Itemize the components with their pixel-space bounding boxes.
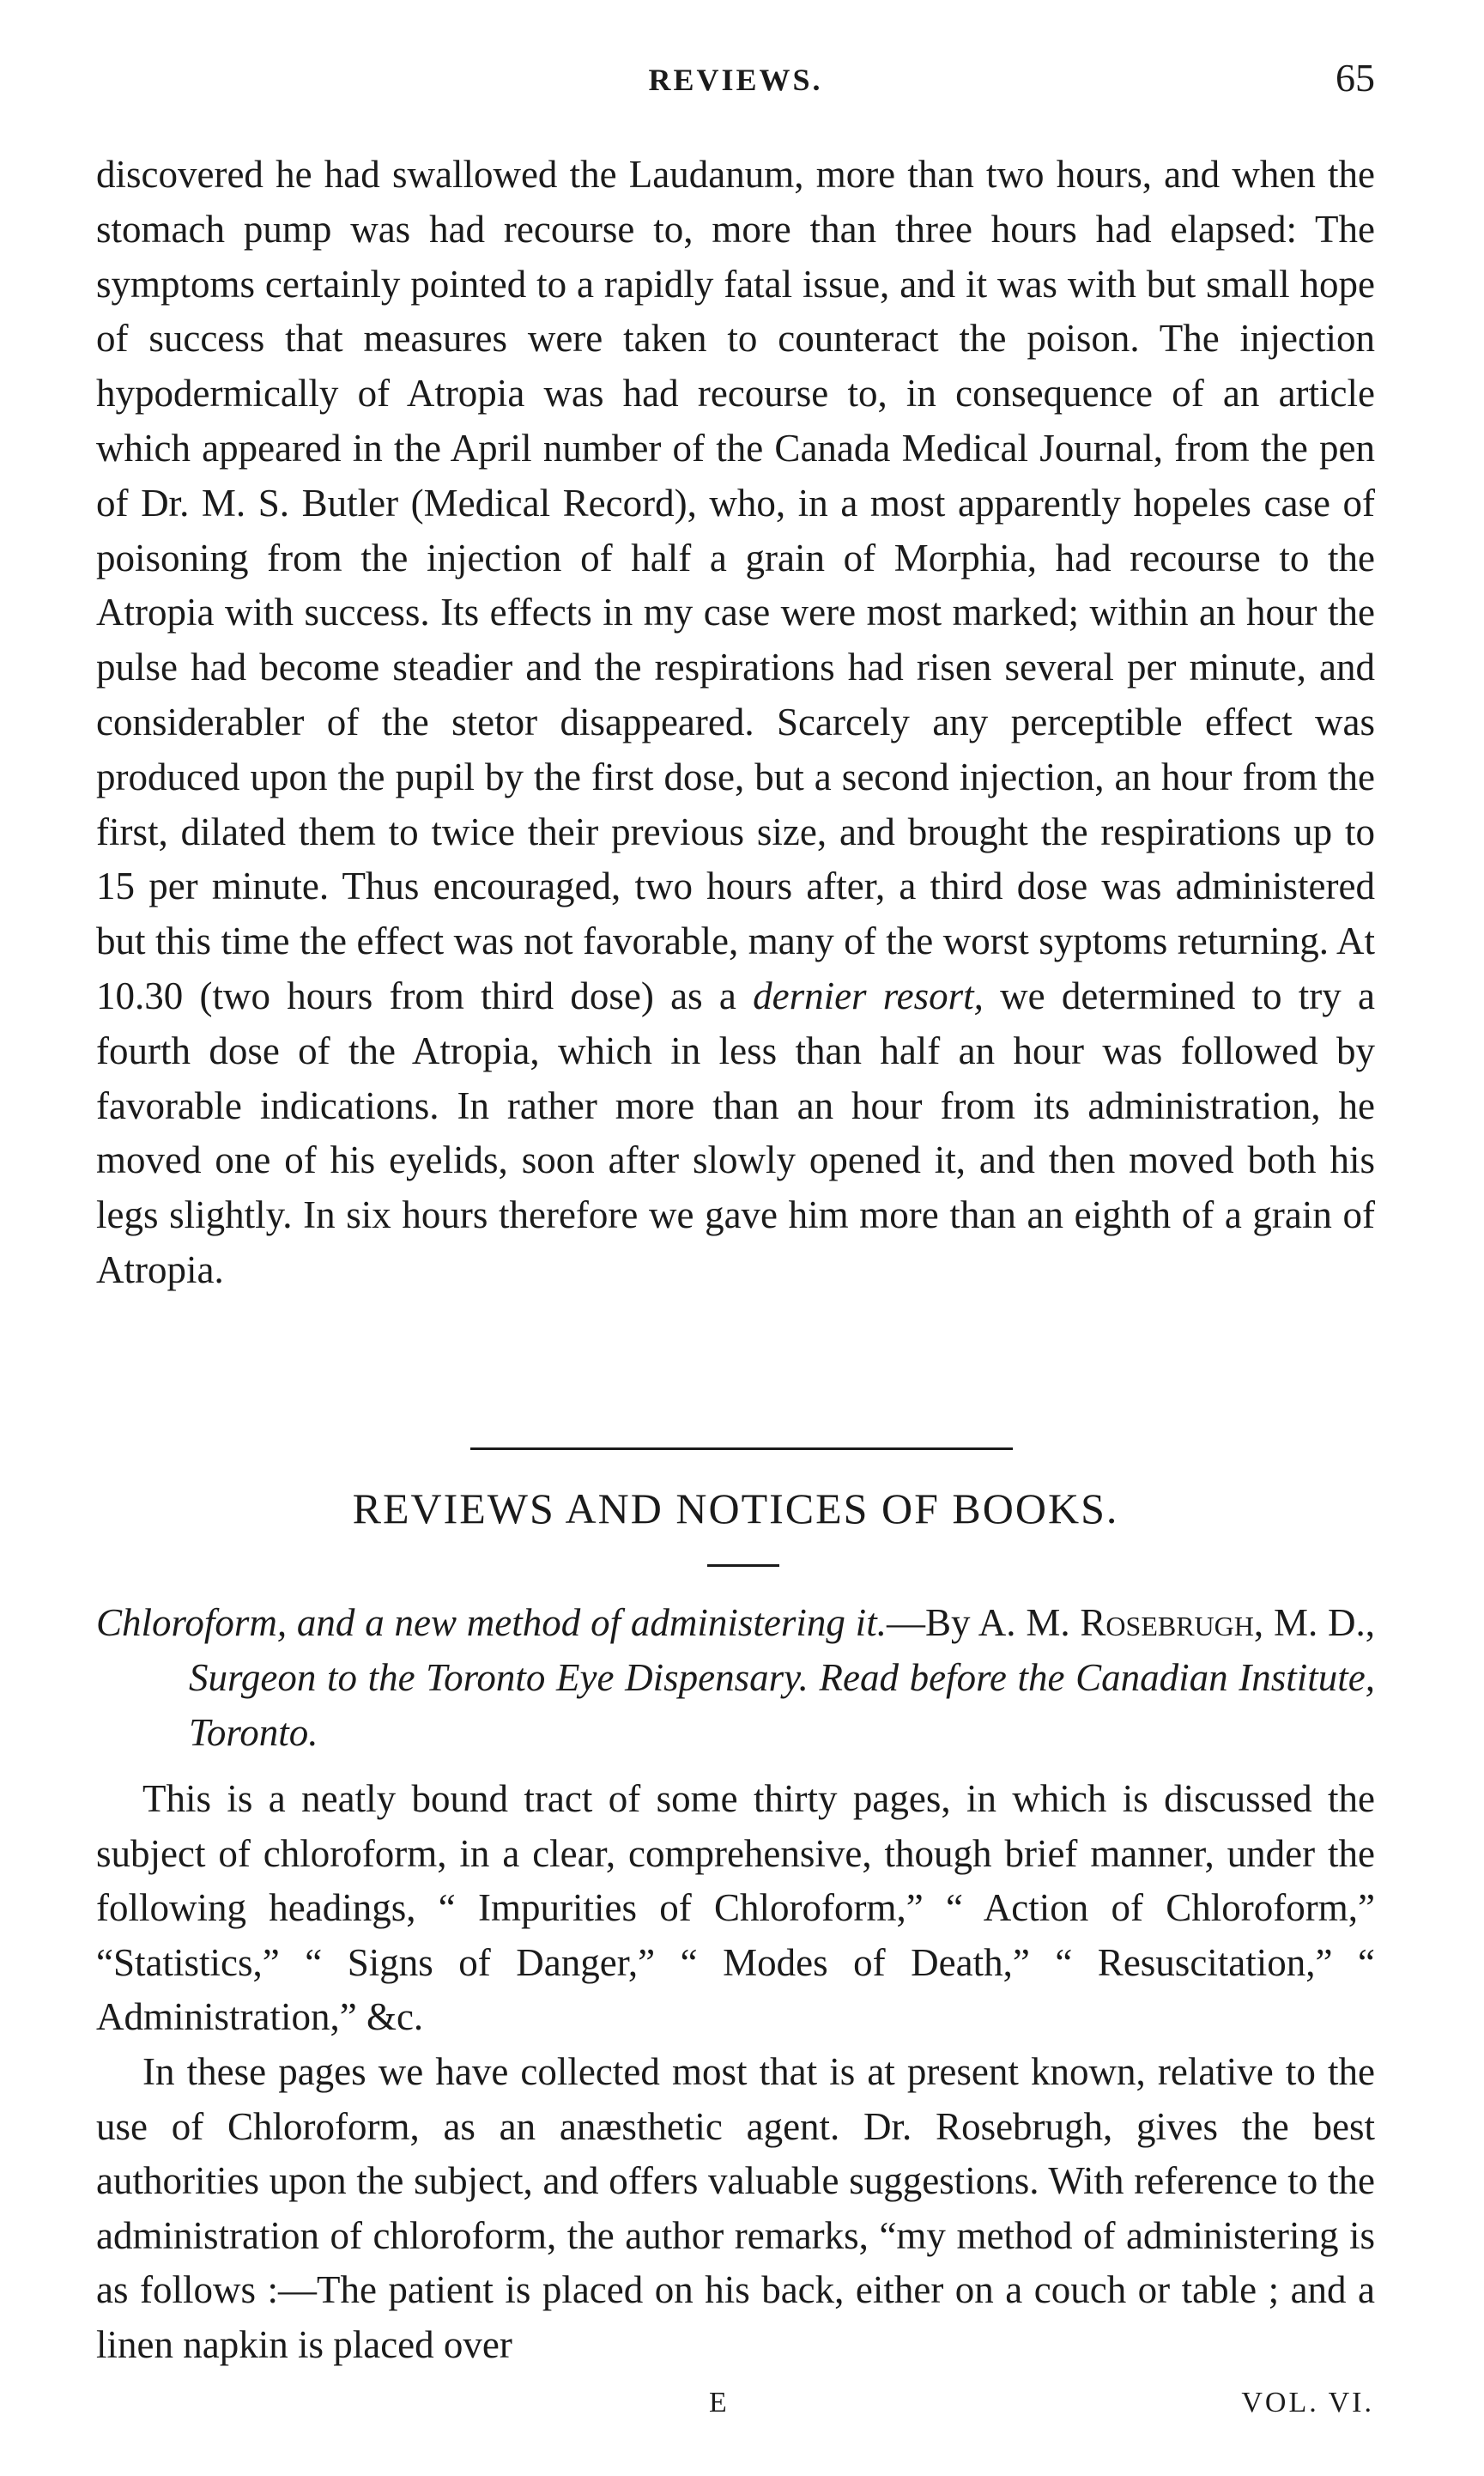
- case-report-paragraph: [96, 148, 1375, 1298]
- case-report-part-2: we determined to try a fourth dose of the Atropia, which in less than half an hour was followed by favorable indications. In rather more than an hour from its administration, he moved one of his eyelids, soon after slowly opened it, and then moved both his legs slightly. In six hours therefore we gave him more than an eighth of a grain of Atropia.: [96, 974, 1375, 1291]
- review-paragraph-1: This is a neatly bound tract of some thirty pages, in which is discussed the subject of chloroform, in a clear, comprehensive, though brief manner, under the following headings, “ Impurities of Chloroform,” “ Action of Chloroform,” “Statistics,” “ Signs of Danger,” “ Modes of Death,” “ Resuscitation,” “ Administration,” &c.: [96, 1777, 1375, 2039]
- section-heading: REVIEWS AND NOTICES OF BOOKS.: [352, 1484, 1119, 1532]
- running-head: [96, 56, 1375, 113]
- heading-underline-rule: [707, 1564, 779, 1567]
- case-report-part-1: discovered he had swallowed the Laudanum, more than two hours, and when the stomach pump was had recourse to, more than three hours had elapsed: The symptoms certainly pointed to a rapidly fatal issue, and it was with but small hope of success that measures were taken to counteract the poison. The injection hypodermically of Atropia was had recourse to, in consequence of an article which appeared in the April number of the Canada Medical Journal, from the pen of Dr. M. S. Butler (Medical Record), who, in a most apparently hopeles case of poisoning from the injection of half a grain of Morphia, had recourse to the Atropia with success. Its effects in my case were most marked; within an hour the pulse had become steadier and the respirations had risen several per minute, and considerabler of the stetor disappeared. Scarcely any perceptible effect was produced upon the pupil by the first dose, but a second injection, an hour from the first, dilated them to twice their previous size, and brought the respirations up to 15 per minute. Thus encouraged, two hours after, a third dose was administered but this time the effect was not favorable, many of the worst syptoms returning. At 10.30 (two hours from third dose) as a: [96, 153, 1375, 1017]
- book-degree: , M. D.,: [1253, 1601, 1375, 1644]
- book-affiliation: Surgeon to the Toronto Eye Dispensary. Read before the Canadian Institute, Toronto.: [189, 1656, 1375, 1754]
- book-by: —By A. M.: [886, 1601, 1081, 1644]
- page-number: 65: [1336, 56, 1375, 100]
- review-text: [96, 1772, 1375, 2373]
- italic-phrase: dernier resort,: [753, 974, 984, 1017]
- case-report-text: [96, 148, 1375, 1298]
- review-paragraph-2: In these pages we have collected most that is at present known, relative to the use of Chloroform, as an anæsthetic agent. Dr. Rosebrugh, gives the best authorities upon the subject, and offers valuable suggestions. With reference to the administration of chloroform, the author remarks, “my method of administering is as follows :—The patient is placed on his back, either on a couch or table ; and a linen napkin is placed over: [96, 2049, 1375, 2366]
- book-citation: [96, 1595, 1375, 1760]
- book-title: Chloroform, and a new method of administering it.: [96, 1601, 887, 1644]
- section-divider-rule: [470, 1447, 1013, 1450]
- book-author: Rosebrugh: [1080, 1601, 1254, 1644]
- running-title: REVIEWS.: [648, 63, 823, 97]
- volume-label: VOL. VI.: [1241, 2387, 1374, 2418]
- signature-mark: E: [709, 2387, 729, 2418]
